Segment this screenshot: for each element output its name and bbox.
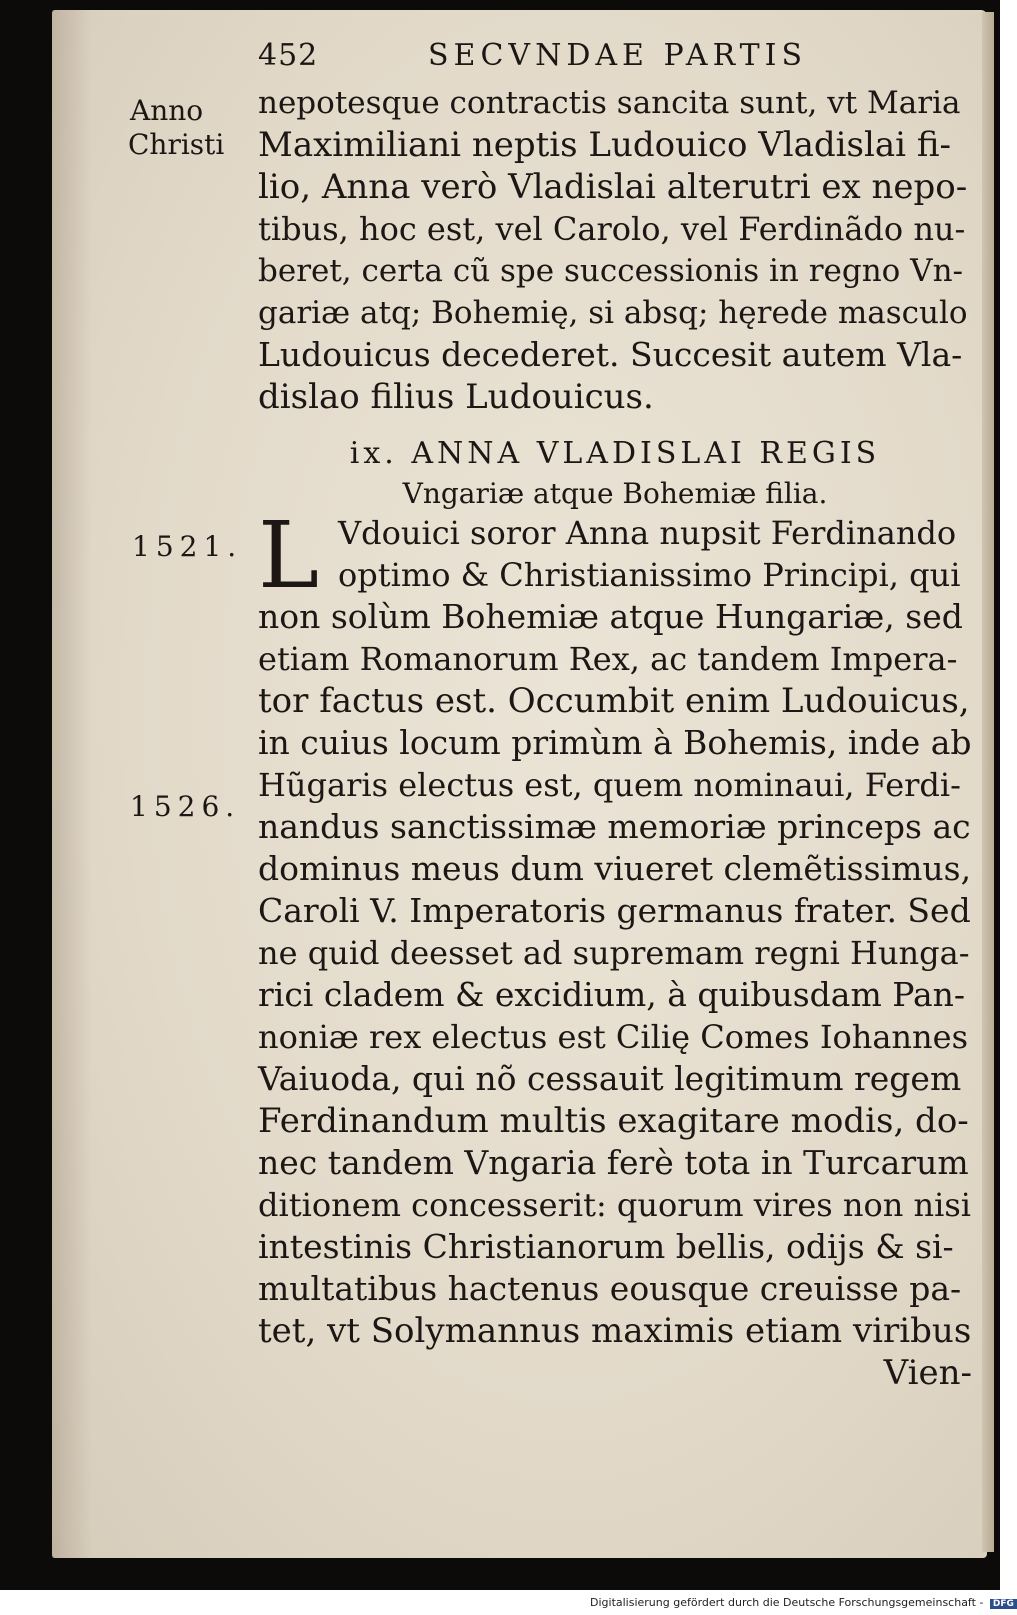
text-line: nepotesque contractis sancita sunt, vt Maria — [258, 85, 961, 121]
text-line: tor factus est. Occumbit enim Ludouicus, — [258, 681, 970, 721]
text-line: multatibus hactenus eousque creuisse pa- — [258, 1269, 962, 1308]
text-line: tet, vt Solymannus maximis etiam viribus — [258, 1311, 972, 1351]
text-line: nandus sanctissimæ memoriæ princeps ac — [258, 807, 971, 846]
margin-note-year-1526: 1526. — [130, 790, 241, 823]
text-line: etiam Romanorum Rex, ac tandem Impera- — [258, 640, 958, 678]
text-line: optimo & Christianissimo Principi, qui — [338, 556, 961, 594]
text-line: Caroli V. Imperatoris germanus frater. Sed — [258, 891, 971, 930]
dfg-logo-badge: DFG — [990, 1599, 1017, 1609]
text-line: Maximiliani neptis Ludouico Vladislai fi- — [258, 125, 951, 165]
text-line: ditionem concesserit: quorum vires non nisi — [258, 1186, 971, 1224]
margin-note-anno: Anno — [130, 94, 204, 127]
text-line: Hũgaris electus est, quem nominaui, Ferdi- — [258, 766, 961, 804]
text-line: dislao filius Ludouicus. — [258, 377, 654, 417]
text-line: gariæ atq; Bohemię, si absq; hęrede masculo — [258, 295, 968, 331]
text-line: noniæ rex electus est Cilię Comes Iohannes — [258, 1018, 968, 1056]
section-subheading: Vngariæ atque Bohemiæ filia. — [402, 477, 828, 510]
catchword: Vien- — [883, 1353, 972, 1393]
paragraph-1 — [258, 82, 972, 418]
credit-text: Digitalisierung gefördert durch die Deutsche Forschungsgemeinschaft - — [590, 1596, 984, 1609]
text-line: nec tandem Vngaria ferè tota in Turcarum — [258, 1143, 969, 1182]
digitization-credit — [590, 1596, 1017, 1609]
paragraph-2 — [258, 502, 972, 1394]
section-heading: ix. ANNA VLADISLAI REGIS — [349, 436, 881, 471]
folio-number: 452 — [258, 38, 319, 73]
drop-cap: L — [258, 502, 320, 609]
text-line: ne quid deesset ad supremam regni Hunga- — [258, 934, 970, 972]
text-line: tibus, hoc est, vel Carolo, vel Ferdinãdo nu- — [258, 210, 966, 248]
spine-shadow — [52, 10, 92, 1558]
text-line: Vaiuoda, qui nõ cessauit legitimum regem — [258, 1059, 962, 1098]
text-line: in cuius locum primùm à Bohemis, inde ab — [258, 723, 972, 762]
text-line: Ludouicus decederet. Succesit autem Vla- — [258, 335, 963, 374]
text-line: dominus meus dum viueret clemẽtissimus, — [258, 849, 972, 888]
running-title: SECVNDAE PARTIS — [428, 38, 808, 73]
text-line: intestinis Christianorum bellis, odijs & si- — [258, 1227, 954, 1266]
text-line: Ferdinandum multis exagitare modis, do- — [258, 1101, 969, 1141]
text-line: lio, Anna verò Vladislai alterutri ex nepo- — [258, 167, 968, 207]
text-line: rici cladem & excidium, à quibusdam Pan- — [258, 975, 966, 1014]
margin-note-christi: Christi — [128, 128, 225, 161]
text-line: Vdouici soror Anna nupsit Ferdinando — [338, 514, 957, 552]
margin-note-year-1521: 1521. — [132, 530, 243, 563]
text-line: non solùm Bohemiæ atque Hungariæ, sed — [258, 597, 963, 636]
text-line: beret, certa cũ spe successionis in regno Vn- — [258, 253, 964, 289]
page-edge — [982, 12, 994, 1552]
